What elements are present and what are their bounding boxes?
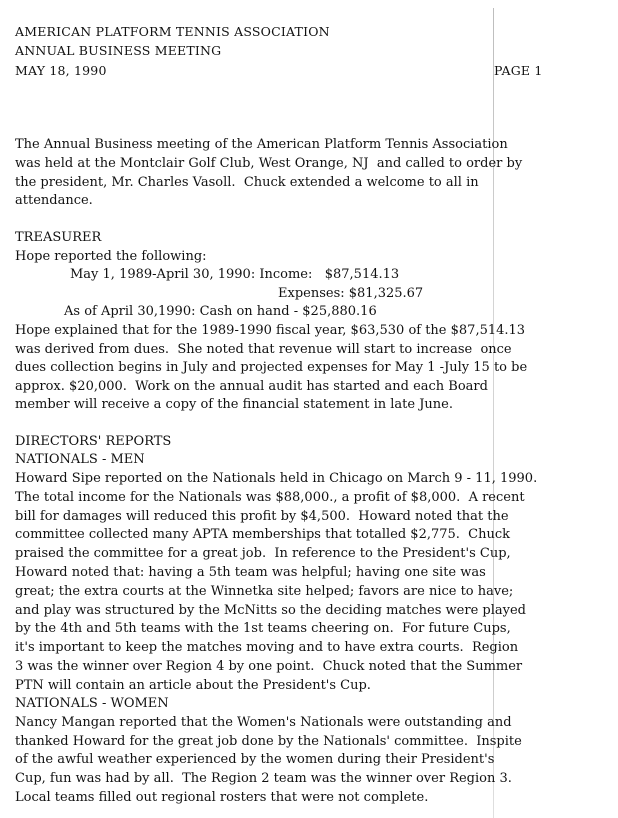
men-body-line: The total income for the Nationals was $88,000., a profit of $8,000. A recent (15, 490, 525, 505)
directors-heading: DIRECTORS' REPORTS (15, 434, 172, 449)
scan-fold-line (493, 8, 494, 818)
org-title: AMERICAN PLATFORM TENNIS ASSOCIATION (15, 24, 330, 39)
intro-line: the president, Mr. Charles Vasoll. Chuck extended a welcome to all in (15, 175, 479, 190)
treasurer-income: May 1, 1989-April 30, 1990: Income: $87,514.13 (70, 267, 400, 282)
treasurer-heading: TREASURER (15, 230, 102, 245)
men-body-line: praised the committee for a great job. In reference to the President's Cup, (15, 546, 511, 561)
meeting-date: MAY 18, 1990 (15, 63, 107, 78)
treasurer-lead: Hope reported the following: (15, 249, 207, 264)
men-body-line: PTN will contain an article about the President's Cup. (15, 678, 371, 693)
treasurer-body-line: approx. $20,000. Work on the annual audit has started and each Board (15, 379, 488, 394)
treasurer-body-line: member will receive a copy of the financial statement in late June. (15, 397, 453, 412)
women-body-line: thanked Howard for the great job done by the Nationals' committee. Inspite (15, 734, 522, 749)
men-body-line: 3 was the winner over Region 4 by one point. Chuck noted that the Summer (15, 659, 523, 674)
nationals-men-heading: NATIONALS - MEN (15, 452, 145, 467)
women-body-line: Nancy Mangan reported that the Women's Nationals were outstanding and (15, 715, 512, 730)
men-body-line: it's important to keep the matches moving and to have extra courts. Region (15, 640, 519, 655)
men-body-line: Howard Sipe reported on the Nationals held in Chicago on March 9 - 11, 1990. (15, 471, 538, 486)
treasurer-cash: As of April 30,1990: Cash on hand - $25,880.16 (64, 304, 377, 319)
men-body-line: and play was structured by the McNitts so the deciding matches were played (15, 603, 526, 618)
page-number: PAGE 1 (494, 63, 543, 78)
men-body-line: committee collected many APTA memberships that totalled $2,775. Chuck (15, 527, 511, 542)
men-body-line: Howard noted that: having a 5th team was helpful; having one site was (15, 565, 486, 580)
treasurer-body-line: dues collection begins in July and projected expenses for May 1 -July 15 to be (15, 360, 528, 375)
men-body-line: bill for damages will reduced this profit by $4,500. Howard noted that the (15, 509, 509, 524)
women-body-line: Cup, fun was had by all. The Region 2 team was the winner over Region 3. (15, 771, 512, 786)
intro-line: was held at the Montclair Golf Club, West Orange, NJ and called to order by (15, 156, 523, 171)
meeting-title: ANNUAL BUSINESS MEETING (15, 43, 222, 58)
nationals-women-heading: NATIONALS - WOMEN (15, 696, 169, 711)
intro-line: attendance. (15, 193, 93, 208)
women-body-line: Local teams filled out regional rosters that were not complete. (15, 790, 429, 805)
men-body-line: by the 4th and 5th teams with the 1st teams cheering on. For future Cups, (15, 621, 511, 636)
treasurer-body-line: Hope explained that for the 1989-1990 fiscal year, $63,530 of the $87,514.13 (15, 323, 526, 338)
women-body-line: of the awful weather experienced by the women during their President's (15, 752, 495, 767)
men-body-line: great; the extra courts at the Winnetka site helped; favors are nice to have; (15, 584, 514, 599)
treasurer-body-line: was derived from dues. She noted that revenue will start to increase once (15, 342, 512, 357)
treasurer-expenses: Expenses: $81,325.67 (278, 286, 424, 301)
intro-line: The Annual Business meeting of the American Platform Tennis Association (15, 137, 508, 152)
